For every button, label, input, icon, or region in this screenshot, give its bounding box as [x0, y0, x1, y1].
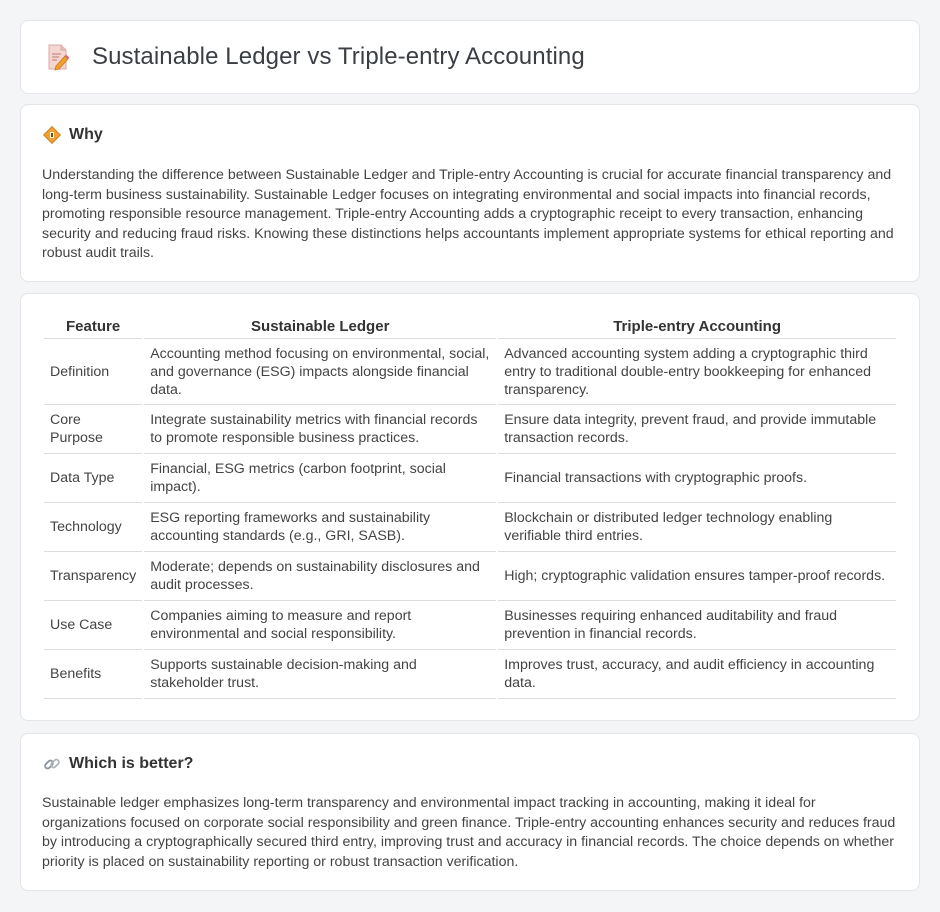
- why-paragraph: Understanding the difference between Sustainable Ledger and Triple-entry Accounting is crucial for accurate financial transparency and long-term business sustainability. Sustainable Ledger focuses on integrating environmental and social impacts into financial records, promoting responsible resource management. Triple-entry Accounting adds a cryptographic receipt to every transaction, enhancing security and reducing fraud risks. Knowing these distinctions helps accountants implement appropriate systems for ethical reporting and robust audit trails.: [42, 167, 894, 261]
- triple-entry-cell: Ensure data integrity, prevent fraud, and provide immutable transaction records.: [498, 405, 896, 454]
- sustainable-cell: Moderate; depends on sustainability disclosures and audit processes.: [144, 552, 496, 601]
- document-edit-icon: [46, 43, 70, 71]
- page-title: Sustainable Ledger vs Triple-entry Accounting: [92, 43, 585, 70]
- which-is-better-heading: Which is better?: [69, 755, 194, 772]
- table-row: [44, 552, 896, 601]
- sustainable-cell: ESG reporting frameworks and sustainability accounting standards (e.g., GRI, SASB).: [144, 503, 496, 552]
- table-header-row: [44, 317, 896, 339]
- feature-cell: Core Purpose: [44, 405, 142, 454]
- which-is-better-paragraph: Sustainable ledger emphasizes long-term transparency and environmental impact tracking in accounting, making it ideal for organizations focused on corporate social responsibility and green finance. Triple-entry accounting enhances security and reduces fraud by introducing a cryptographically secured third entry, improving trust and accuracy in financial records. The choice depends on whether priority is placed on sustainability reporting or robust transaction verification.: [42, 795, 896, 870]
- triple-entry-cell: Businesses requiring enhanced auditability and fraud prevention in financial records.: [498, 601, 896, 650]
- comparison-table: [42, 317, 898, 699]
- header-sustainable-ledger: Sustainable Ledger: [144, 317, 496, 339]
- title-card: [20, 20, 920, 94]
- feature-cell: Data Type: [44, 454, 142, 503]
- triple-entry-cell: Advanced accounting system adding a cryptographic third entry to traditional double-entry bookkeeping for enhanced transparency.: [498, 339, 896, 405]
- table-row: [44, 339, 896, 405]
- sustainable-cell: Financial, ESG metrics (carbon footprint, social impact).: [144, 454, 496, 503]
- comparison-table-card: [20, 293, 920, 721]
- feature-cell: Use Case: [44, 601, 142, 650]
- table-row: [44, 650, 896, 699]
- table-row: [44, 503, 896, 552]
- diamond-sign-icon: [43, 126, 61, 144]
- triple-entry-cell: Blockchain or distributed ledger technology enabling verifiable third entries.: [498, 503, 896, 552]
- table-row: [44, 601, 896, 650]
- header-feature: Feature: [44, 317, 142, 339]
- feature-cell: Technology: [44, 503, 142, 552]
- triple-entry-cell: High; cryptographic validation ensures tamper-proof records.: [498, 552, 896, 601]
- link-icon: [43, 755, 61, 773]
- why-section: [20, 104, 920, 282]
- table-row: [44, 454, 896, 503]
- which-is-better-section: [20, 733, 920, 891]
- sustainable-cell: Supports sustainable decision-making and stakeholder trust.: [144, 650, 496, 699]
- feature-cell: Definition: [44, 339, 142, 405]
- sustainable-cell: Integrate sustainability metrics with financial records to promote responsible business practices.: [144, 405, 496, 454]
- triple-entry-cell: Financial transactions with cryptographic proofs.: [498, 454, 896, 503]
- feature-cell: Transparency: [44, 552, 142, 601]
- triple-entry-cell: Improves trust, accuracy, and audit efficiency in accounting data.: [498, 650, 896, 699]
- sustainable-cell: Companies aiming to measure and report environmental and social responsibility.: [144, 601, 496, 650]
- header-triple-entry: Triple-entry Accounting: [498, 317, 896, 339]
- why-heading: Why: [69, 126, 103, 143]
- feature-cell: Benefits: [44, 650, 142, 699]
- sustainable-cell: Accounting method focusing on environmental, social, and governance (ESG) impacts alongside financial data.: [144, 339, 496, 405]
- table-row: [44, 405, 896, 454]
